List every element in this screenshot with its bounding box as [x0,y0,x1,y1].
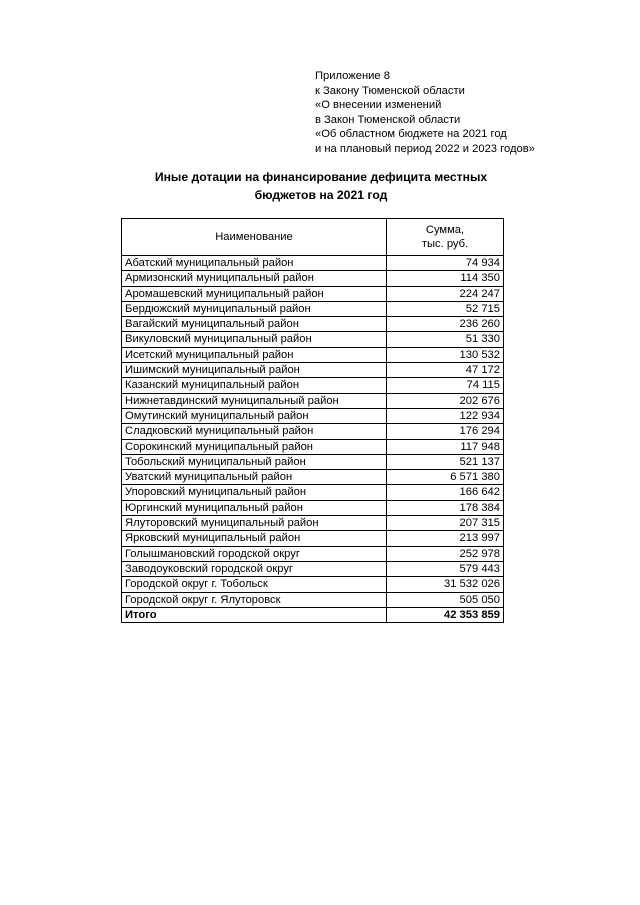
table-row [122,347,504,362]
table-row [122,393,504,408]
appendix-header [315,69,535,157]
table-row [122,378,504,393]
row-name: Викуловский муниципальный район [122,332,387,347]
table-row [122,531,504,546]
row-name: Омутинский муниципальный район [122,408,387,423]
table-row [122,439,504,454]
document-title [120,169,522,204]
row-name: Тобольский муниципальный район [122,454,387,469]
table-row [122,561,504,576]
table-row [122,500,504,515]
row-sum: 176 294 [387,424,504,439]
row-sum: 74 934 [387,256,504,271]
row-sum: 47 172 [387,363,504,378]
header-name: Наименование [122,219,387,256]
row-name: Вагайский муниципальный район [122,317,387,332]
row-sum: 521 137 [387,454,504,469]
row-sum: 130 532 [387,347,504,362]
row-sum: 52 715 [387,301,504,316]
row-name: Ярковский муниципальный район [122,531,387,546]
row-sum: 252 978 [387,546,504,561]
row-name: Упоровский муниципальный район [122,485,387,500]
row-name: Городской округ г. Ялуторовск [122,592,387,607]
appendix-line: «Об областном бюджете на 2021 год [315,128,507,141]
row-sum: 213 997 [387,531,504,546]
row-name: Абатский муниципальный район [122,256,387,271]
grants-table [121,218,504,623]
row-name: Армизонский муниципальный район [122,271,387,286]
table-row [122,470,504,485]
row-name: Бердюжский муниципальный район [122,301,387,316]
row-sum: 74 115 [387,378,504,393]
row-name: Сорокинский муниципальный район [122,439,387,454]
row-sum: 166 642 [387,485,504,500]
table-row [122,546,504,561]
row-sum: 579 443 [387,561,504,576]
table-header-row [122,219,504,256]
row-name: Уватский муниципальный район [122,470,387,485]
appendix-line: «О внесении изменений [315,99,442,112]
table-row [122,577,504,592]
table-row [122,317,504,332]
row-name: Городской округ г. Тобольск [122,577,387,592]
table-row [122,363,504,378]
table-row [122,516,504,531]
row-sum: 505 050 [387,592,504,607]
document-title-line: бюджетов на 2021 год [254,187,388,202]
table-body [122,256,504,608]
row-sum: 236 260 [387,317,504,332]
row-name: Голышмановский городской округ [122,546,387,561]
total-sum: 42 353 859 [387,607,504,622]
appendix-line: к Закону Тюменской области [315,84,465,97]
header-sum-line: Сумма, [425,224,465,236]
total-label: Итого [122,607,387,622]
row-name: Нижнетавдинский муниципальный район [122,393,387,408]
row-sum: 31 532 026 [387,577,504,592]
row-sum: 178 384 [387,500,504,515]
row-name: Сладковский муниципальный район [122,424,387,439]
row-sum: 117 948 [387,439,504,454]
table-row [122,485,504,500]
row-name: Казанский муниципальный район [122,378,387,393]
table-row [122,408,504,423]
table-row [122,301,504,316]
row-sum: 114 350 [387,271,504,286]
table-row [122,332,504,347]
row-sum: 122 934 [387,408,504,423]
table-row [122,454,504,469]
row-sum: 202 676 [387,393,504,408]
row-name: Заводоуковский городской округ [122,561,387,576]
table-row [122,271,504,286]
document-title-line: Иные дотации на финансирование дефицита местных [154,170,488,184]
table-row [122,286,504,301]
row-name: Исетский муниципальный район [122,347,387,362]
row-name: Ишимский муниципальный район [122,363,387,378]
header-sum-unit: тыс. руб. [421,238,469,250]
row-name: Юргинский муниципальный район [122,500,387,515]
table-row [122,424,504,439]
row-sum: 207 315 [387,516,504,531]
row-sum: 6 571 380 [387,470,504,485]
appendix-line: Приложение 8 [315,70,390,82]
appendix-line: в Закон Тюменской области [315,113,461,126]
table-row [122,592,504,607]
row-name: Ялуторовский муниципальный район [122,516,387,531]
total-row [122,607,504,622]
header-sum [387,219,504,256]
row-name: Аромашевский муниципальный район [122,286,387,301]
table-row [122,256,504,271]
appendix-line: и на плановый период 2022 и 2023 годов» [315,142,535,155]
row-sum: 224 247 [387,286,504,301]
row-sum: 51 330 [387,332,504,347]
